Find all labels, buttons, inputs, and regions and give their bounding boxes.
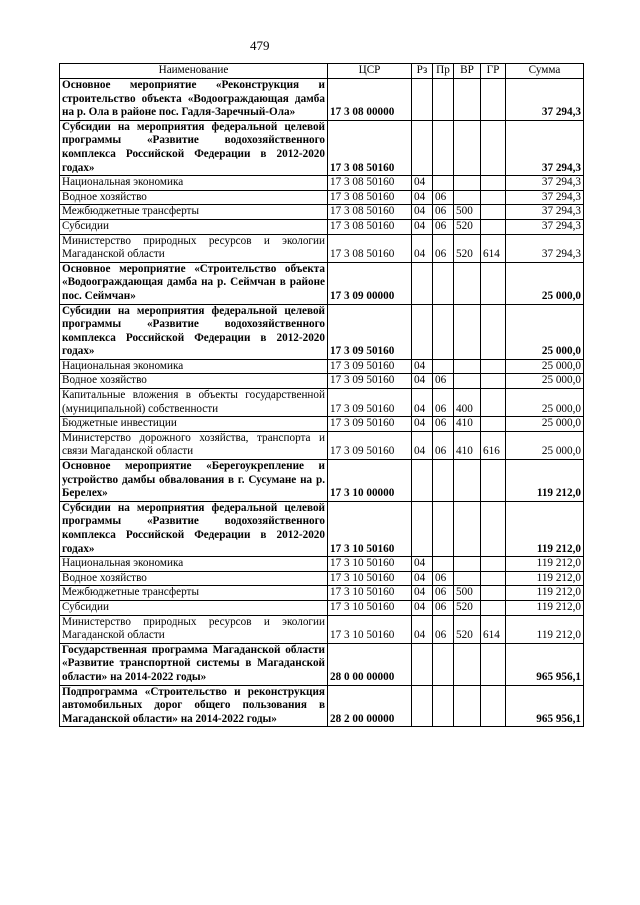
row-pr: 06	[433, 219, 454, 234]
row-csr: 17 3 08 50160	[328, 176, 412, 191]
row-csr: 17 3 09 50160	[328, 374, 412, 389]
row-rz: 04	[412, 389, 433, 417]
row-sum: 37 294,3	[506, 79, 584, 121]
row-rz	[412, 120, 433, 175]
row-csr: 17 3 09 50160	[328, 359, 412, 374]
table-row	[60, 359, 584, 374]
row-vr	[454, 79, 481, 121]
row-gr: 616	[481, 431, 506, 459]
row-gr	[481, 262, 506, 304]
row-pr: 06	[433, 600, 454, 615]
row-gr	[481, 359, 506, 374]
row-gr	[481, 586, 506, 601]
row-sum: 119 212,0	[506, 501, 584, 556]
row-sum: 25 000,0	[506, 374, 584, 389]
row-csr: 17 3 10 50160	[328, 557, 412, 572]
row-name: Национальная экономика	[60, 176, 328, 191]
row-gr	[481, 120, 506, 175]
row-gr	[481, 643, 506, 685]
row-name: Министерство природных ресурсов и экологии Магаданской области	[60, 615, 328, 643]
row-pr	[433, 79, 454, 121]
row-gr	[481, 571, 506, 586]
row-csr: 17 3 08 00000	[328, 79, 412, 121]
row-vr: 520	[454, 615, 481, 643]
row-pr	[433, 643, 454, 685]
row-csr: 17 3 10 50160	[328, 571, 412, 586]
row-pr: 06	[433, 234, 454, 262]
row-csr: 17 3 09 00000	[328, 262, 412, 304]
row-csr: 17 3 09 50160	[328, 431, 412, 459]
table-row	[60, 417, 584, 432]
row-pr	[433, 176, 454, 191]
row-name: Субсидии на мероприятия федеральной целевой программы «Развитие водохозяйственного комплекса Российской Федерации в 2012-2020 годах»	[60, 501, 328, 556]
header-sum: Сумма	[506, 64, 584, 79]
row-sum: 119 212,0	[506, 586, 584, 601]
header-gr: ГР	[481, 64, 506, 79]
row-pr: 06	[433, 190, 454, 205]
row-gr	[481, 79, 506, 121]
table-row	[60, 190, 584, 205]
table-header-row	[60, 64, 584, 79]
row-csr: 17 3 10 50160	[328, 501, 412, 556]
row-rz: 04	[412, 374, 433, 389]
table-row	[60, 600, 584, 615]
row-csr: 17 3 08 50160	[328, 205, 412, 220]
row-sum: 119 212,0	[506, 600, 584, 615]
row-vr: 410	[454, 431, 481, 459]
header-csr: ЦСР	[328, 64, 412, 79]
header-rz: Рз	[412, 64, 433, 79]
row-name: Межбюджетные трансферты	[60, 586, 328, 601]
row-rz: 04	[412, 431, 433, 459]
row-name: Основное мероприятие «Реконструкция и строительство объекта «Водоограждающая дамба на р. Ола в районе пос. Гадля-Заречный-Ола»	[60, 79, 328, 121]
row-csr: 28 0 00 00000	[328, 643, 412, 685]
row-sum: 25 000,0	[506, 417, 584, 432]
row-gr: 614	[481, 234, 506, 262]
row-vr	[454, 557, 481, 572]
row-name: Субсидии	[60, 219, 328, 234]
row-csr: 17 3 09 50160	[328, 417, 412, 432]
table-row	[60, 685, 584, 727]
row-vr	[454, 190, 481, 205]
row-gr	[481, 304, 506, 359]
table-row	[60, 460, 584, 502]
row-gr	[481, 205, 506, 220]
row-csr: 17 3 08 50160	[328, 219, 412, 234]
row-gr	[481, 374, 506, 389]
row-name: Субсидии на мероприятия федеральной целевой программы «Развитие водохозяйственного комплекса Российской Федерации в 2012-2020 годах»	[60, 120, 328, 175]
row-vr: 500	[454, 586, 481, 601]
row-pr: 06	[433, 205, 454, 220]
row-sum: 25 000,0	[506, 304, 584, 359]
row-vr: 520	[454, 600, 481, 615]
table-row	[60, 205, 584, 220]
row-vr	[454, 685, 481, 727]
row-gr	[481, 219, 506, 234]
row-rz: 04	[412, 234, 433, 262]
row-name: Основное мероприятие «Берегоукрепление и устройство дамбы обвалования в г. Сусумане на р. Берелех»	[60, 460, 328, 502]
row-sum: 37 294,3	[506, 219, 584, 234]
row-pr	[433, 685, 454, 727]
table-row	[60, 234, 584, 262]
row-csr: 17 3 08 50160	[328, 190, 412, 205]
row-csr: 17 3 08 50160	[328, 120, 412, 175]
row-gr	[481, 417, 506, 432]
row-pr	[433, 304, 454, 359]
row-rz	[412, 262, 433, 304]
row-gr	[481, 460, 506, 502]
row-vr: 520	[454, 234, 481, 262]
row-rz: 04	[412, 557, 433, 572]
row-vr	[454, 571, 481, 586]
row-gr	[481, 389, 506, 417]
table-row	[60, 219, 584, 234]
row-vr	[454, 304, 481, 359]
row-vr	[454, 176, 481, 191]
row-rz	[412, 501, 433, 556]
row-csr: 17 3 10 50160	[328, 586, 412, 601]
row-name: Министерство дорожного хозяйства, транспорта и связи Магаданской области	[60, 431, 328, 459]
row-name: Водное хозяйство	[60, 190, 328, 205]
row-gr: 614	[481, 615, 506, 643]
row-pr	[433, 501, 454, 556]
row-vr	[454, 262, 481, 304]
row-vr: 500	[454, 205, 481, 220]
row-gr	[481, 600, 506, 615]
header-vr: ВР	[454, 64, 481, 79]
row-rz: 04	[412, 586, 433, 601]
row-vr	[454, 374, 481, 389]
row-vr	[454, 120, 481, 175]
row-name: Капитальные вложения в объекты государственной (муниципальной) собственности	[60, 389, 328, 417]
row-pr: 06	[433, 417, 454, 432]
row-sum: 25 000,0	[506, 262, 584, 304]
row-sum: 965 956,1	[506, 685, 584, 727]
row-csr: 17 3 10 00000	[328, 460, 412, 502]
row-name: Бюджетные инвестиции	[60, 417, 328, 432]
row-vr: 520	[454, 219, 481, 234]
row-csr: 17 3 10 50160	[328, 615, 412, 643]
row-sum: 37 294,3	[506, 205, 584, 220]
row-sum: 25 000,0	[506, 389, 584, 417]
row-sum: 25 000,0	[506, 359, 584, 374]
row-pr: 06	[433, 586, 454, 601]
row-gr	[481, 557, 506, 572]
table-row	[60, 374, 584, 389]
row-pr	[433, 460, 454, 502]
row-rz: 04	[412, 359, 433, 374]
row-name: Водное хозяйство	[60, 571, 328, 586]
row-pr: 06	[433, 571, 454, 586]
row-rz: 04	[412, 176, 433, 191]
row-name: Субсидии на мероприятия федеральной целевой программы «Развитие водохозяйственного комплекса Российской Федерации в 2012-2020 годах»	[60, 304, 328, 359]
table-row	[60, 615, 584, 643]
row-sum: 119 212,0	[506, 460, 584, 502]
row-sum: 37 294,3	[506, 234, 584, 262]
row-vr: 400	[454, 389, 481, 417]
row-gr	[481, 190, 506, 205]
row-pr	[433, 120, 454, 175]
row-pr: 06	[433, 431, 454, 459]
row-pr	[433, 557, 454, 572]
row-csr: 17 3 09 50160	[328, 389, 412, 417]
row-rz: 04	[412, 571, 433, 586]
row-sum: 965 956,1	[506, 643, 584, 685]
row-vr	[454, 501, 481, 556]
row-rz	[412, 304, 433, 359]
row-csr: 28 2 00 00000	[328, 685, 412, 727]
row-name: Национальная экономика	[60, 557, 328, 572]
table-row	[60, 571, 584, 586]
row-name: Государственная программа Магаданской области «Развитие транспортной системы в Магаданской области» на 2014-2022 годы»	[60, 643, 328, 685]
table-row	[60, 431, 584, 459]
row-rz: 04	[412, 219, 433, 234]
row-vr	[454, 359, 481, 374]
table-row	[60, 643, 584, 685]
row-csr: 17 3 08 50160	[328, 234, 412, 262]
row-vr: 410	[454, 417, 481, 432]
table-row	[60, 304, 584, 359]
table-row	[60, 586, 584, 601]
row-name: Национальная экономика	[60, 359, 328, 374]
row-sum: 119 212,0	[506, 615, 584, 643]
row-sum: 37 294,3	[506, 120, 584, 175]
row-sum: 37 294,3	[506, 190, 584, 205]
row-gr	[481, 176, 506, 191]
row-rz: 04	[412, 600, 433, 615]
row-name: Субсидии	[60, 600, 328, 615]
row-name: Подпрограмма «Строительство и реконструкция автомобильных дорог общего пользования в Магаданской области» на 2014-2022 годы»	[60, 685, 328, 727]
row-rz	[412, 460, 433, 502]
row-pr: 06	[433, 615, 454, 643]
table-row	[60, 389, 584, 417]
row-sum: 37 294,3	[506, 176, 584, 191]
row-rz: 04	[412, 615, 433, 643]
row-sum: 119 212,0	[506, 571, 584, 586]
row-pr	[433, 262, 454, 304]
table-row	[60, 262, 584, 304]
row-pr: 06	[433, 389, 454, 417]
row-pr: 06	[433, 374, 454, 389]
row-vr	[454, 643, 481, 685]
row-csr: 17 3 10 50160	[328, 600, 412, 615]
table-row	[60, 176, 584, 191]
budget-table	[59, 63, 584, 727]
header-name: Наименование	[60, 64, 328, 79]
header-pr: Пр	[433, 64, 454, 79]
row-name: Министерство природных ресурсов и экологии Магаданской области	[60, 234, 328, 262]
row-sum: 25 000,0	[506, 431, 584, 459]
row-rz	[412, 685, 433, 727]
row-name: Основное мероприятие «Строительство объекта «Водоограждающая дамба на р. Сеймчан в районе пос. Сеймчан»	[60, 262, 328, 304]
table-row	[60, 79, 584, 121]
table-row	[60, 557, 584, 572]
row-rz: 04	[412, 417, 433, 432]
row-gr	[481, 501, 506, 556]
row-vr	[454, 460, 481, 502]
row-gr	[481, 685, 506, 727]
page-number: 479	[250, 38, 270, 53]
row-sum: 119 212,0	[506, 557, 584, 572]
row-pr	[433, 359, 454, 374]
row-rz: 04	[412, 190, 433, 205]
row-rz	[412, 79, 433, 121]
row-name: Водное хозяйство	[60, 374, 328, 389]
row-rz	[412, 643, 433, 685]
row-rz: 04	[412, 205, 433, 220]
row-name: Межбюджетные трансферты	[60, 205, 328, 220]
table-row	[60, 501, 584, 556]
row-csr: 17 3 09 50160	[328, 304, 412, 359]
table-row	[60, 120, 584, 175]
